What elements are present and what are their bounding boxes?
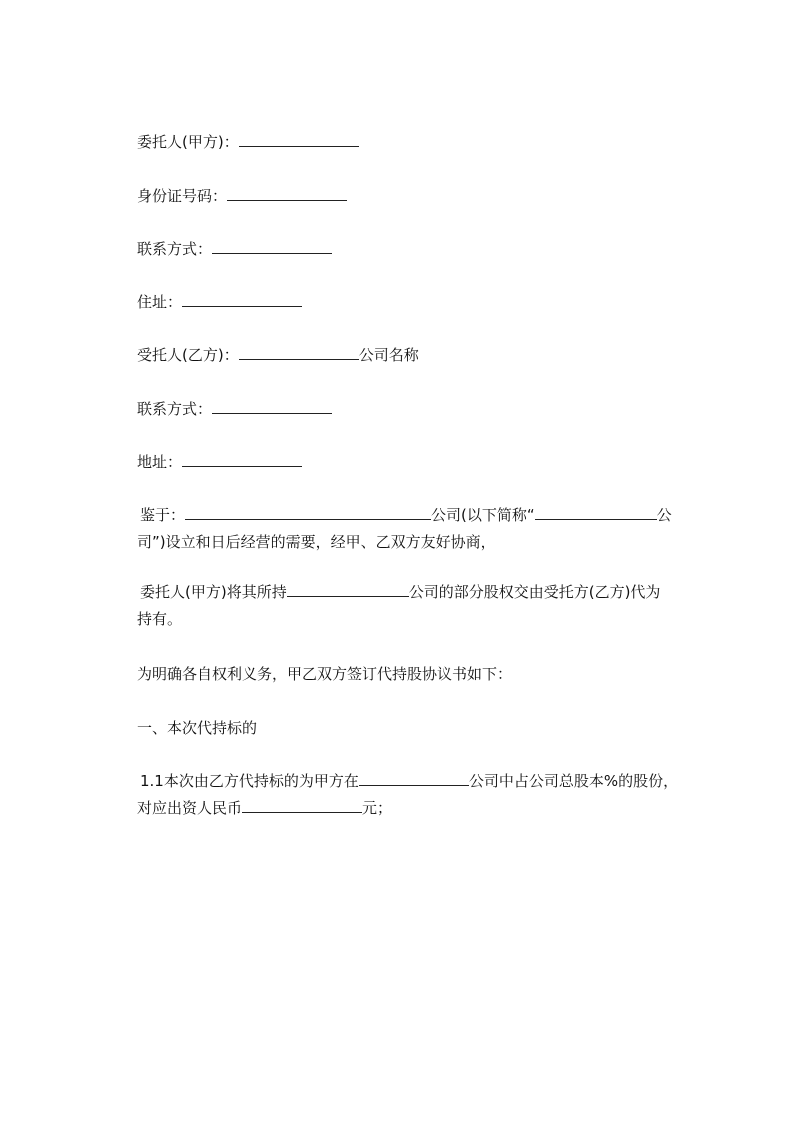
entrust-prefix: 委托人(甲方)将其所持 bbox=[140, 583, 287, 601]
id-number-label: 身份证号码： bbox=[137, 187, 228, 205]
whereas-prefix: 鉴于： bbox=[140, 506, 186, 524]
entrust-paragraph bbox=[137, 579, 703, 633]
clause-1-1-prefix: 1.1本次由乙方代持标的为甲方在 bbox=[140, 772, 359, 790]
intro-text: 为明确各自权利义务，甲乙双方签订代持股协议书如下： bbox=[137, 665, 513, 683]
whereas-end-2: 司”)设立和日后经营的需要，经甲、乙双方友好协商， bbox=[137, 533, 496, 551]
section-1-title bbox=[137, 719, 257, 737]
address-label-2: 地址： bbox=[137, 453, 183, 471]
contact-blank-1[interactable] bbox=[212, 240, 332, 254]
principal-blank[interactable] bbox=[239, 133, 359, 147]
address-blank-1[interactable] bbox=[182, 293, 302, 307]
contact-blank-2[interactable] bbox=[212, 400, 332, 414]
id-number-blank[interactable] bbox=[227, 187, 347, 201]
clause-1-1-mid: 公司中占公司总股本%的股份， bbox=[468, 772, 679, 790]
entrust-suffix-line1: 公司的部分股权交由受托方(乙方)代为 bbox=[408, 583, 661, 601]
trustee-company-name: 公司名称 bbox=[358, 346, 419, 364]
whereas-company-blank[interactable] bbox=[185, 506, 431, 520]
address-blank-2[interactable] bbox=[182, 453, 302, 467]
address-label-1: 住址： bbox=[137, 293, 183, 311]
whereas-mid: 公司(以下简称“ bbox=[431, 506, 535, 524]
contact-line-1 bbox=[137, 240, 332, 258]
address-line-1 bbox=[137, 293, 302, 311]
clause-1-1-company-blank[interactable] bbox=[359, 772, 469, 786]
trustee-label: 受托人(乙方)： bbox=[137, 346, 239, 364]
section-1-title-text: 一、本次代持标的 bbox=[137, 719, 258, 737]
whereas-end-1: 公 bbox=[656, 506, 672, 524]
address-line-2 bbox=[137, 453, 302, 471]
entrust-company-blank[interactable] bbox=[287, 583, 409, 597]
whereas-paragraph bbox=[137, 502, 703, 556]
contact-label-1: 联系方式： bbox=[137, 240, 213, 258]
trustee-line bbox=[137, 346, 419, 364]
principal-label: 委托人(甲方)： bbox=[137, 133, 239, 151]
clause-1-1-line2-suffix: 元； bbox=[362, 799, 393, 817]
entrust-suffix-line2: 持有。 bbox=[137, 610, 183, 628]
contact-line-2 bbox=[137, 400, 332, 418]
clause-1-1-amount-blank[interactable] bbox=[242, 799, 362, 813]
trustee-blank[interactable] bbox=[239, 346, 359, 360]
clause-1-1 bbox=[137, 768, 703, 822]
clause-1-1-line2-prefix: 对应出资人民币 bbox=[137, 799, 243, 817]
id-number-line bbox=[137, 187, 347, 205]
whereas-shortname-blank[interactable] bbox=[535, 506, 657, 520]
principal-line bbox=[137, 133, 359, 151]
intro-paragraph bbox=[137, 665, 512, 683]
contact-label-2: 联系方式： bbox=[137, 400, 213, 418]
